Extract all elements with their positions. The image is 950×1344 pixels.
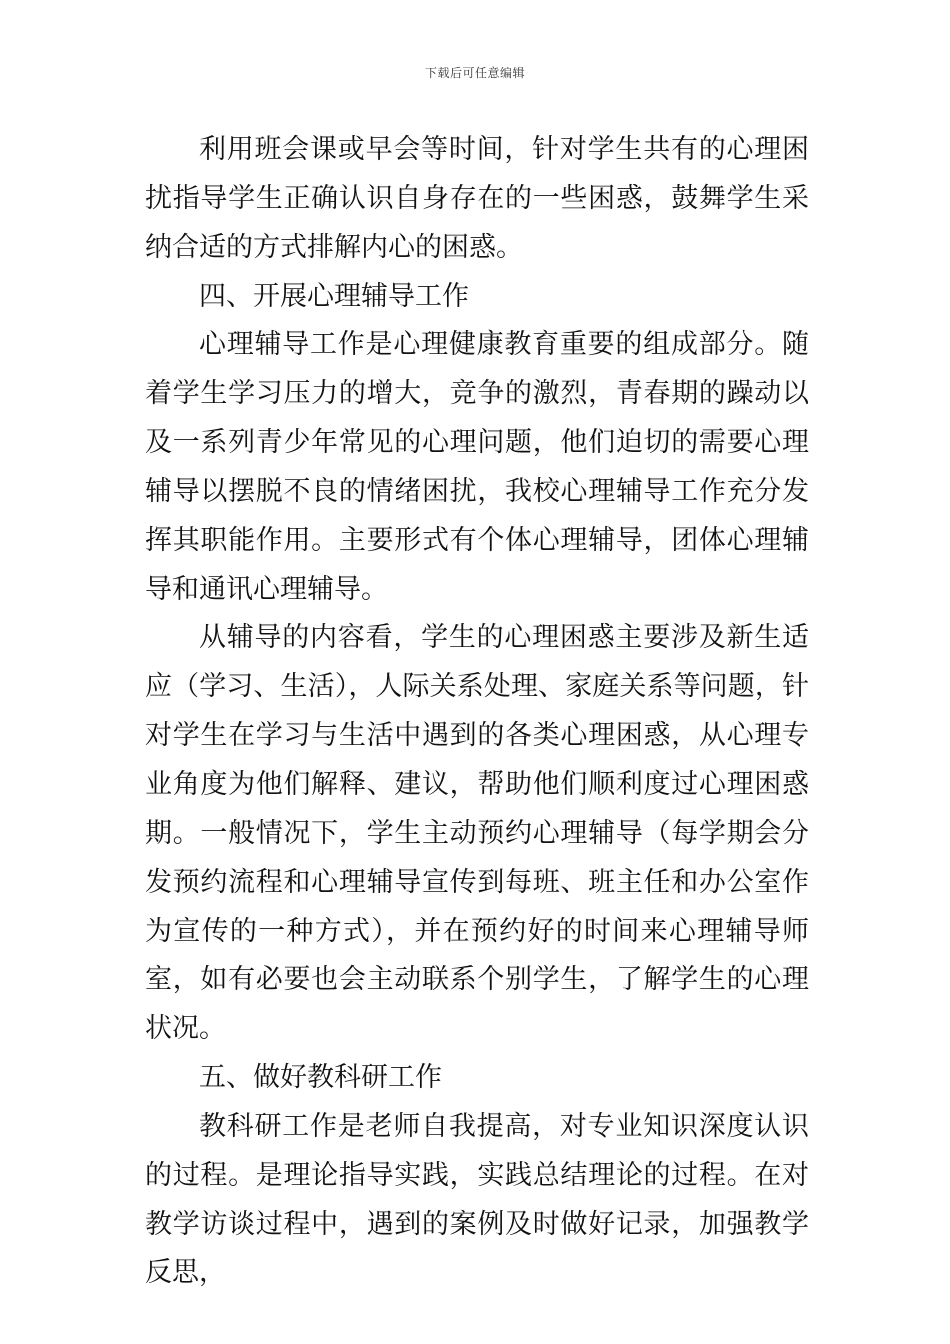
- paragraph-research-overview: 教科研工作是老师自我提高，对专业知识深度认识的过程。是理论指导实践，实践总结理论的过程。在对教学访谈过程中，遇到的案例及时做好记录，加强教学反思，: [145, 1110, 809, 1289]
- section-heading-research-work: 五、做好教科研工作: [199, 1062, 442, 1094]
- document-body: [145, 126, 809, 1298]
- page-header-note: 下载后可任意编辑: [424, 66, 525, 80]
- section-heading-counseling-work: 四、开展心理辅导工作: [199, 280, 469, 312]
- paragraph-counseling-content: 从辅导的内容看，学生的心理困惑主要涉及新生适应（学习、生活），人际关系处理、家庭关系等问题，针对学生在学习与生活中遇到的各类心理困惑，从心理专业角度为他们解释、建议，帮助他们顺利度过心理困惑期。一般情况下，学生主动预约心理辅导（每学期会分发预约流程和心理辅导宣传到每班、班主任和办公室作为宣传的一种方式），并在预约好的时间来心理辅导师室，如有必要也会主动联系个别学生，了解学生的心理状况。: [145, 622, 809, 1045]
- paragraph-counseling-overview: 心理辅导工作是心理健康教育重要的组成部分。随着学生学习压力的增大，竞争的激烈，青春期的躁动以及一系列青少年常见的心理问题，他们迫切的需要心理辅导以摆脱不良的情绪困扰，我校心理辅导工作充分发挥其职能作用。主要形式有个体心理辅导，团体心理辅导和通讯心理辅导。: [145, 329, 809, 605]
- paragraph-class-meeting-guidance: 利用班会课或早会等时间，针对学生共有的心理困扰指导学生正确认识自身存在的一些困惑，鼓舞学生采纳合适的方式排解内心的困惑。: [145, 134, 809, 263]
